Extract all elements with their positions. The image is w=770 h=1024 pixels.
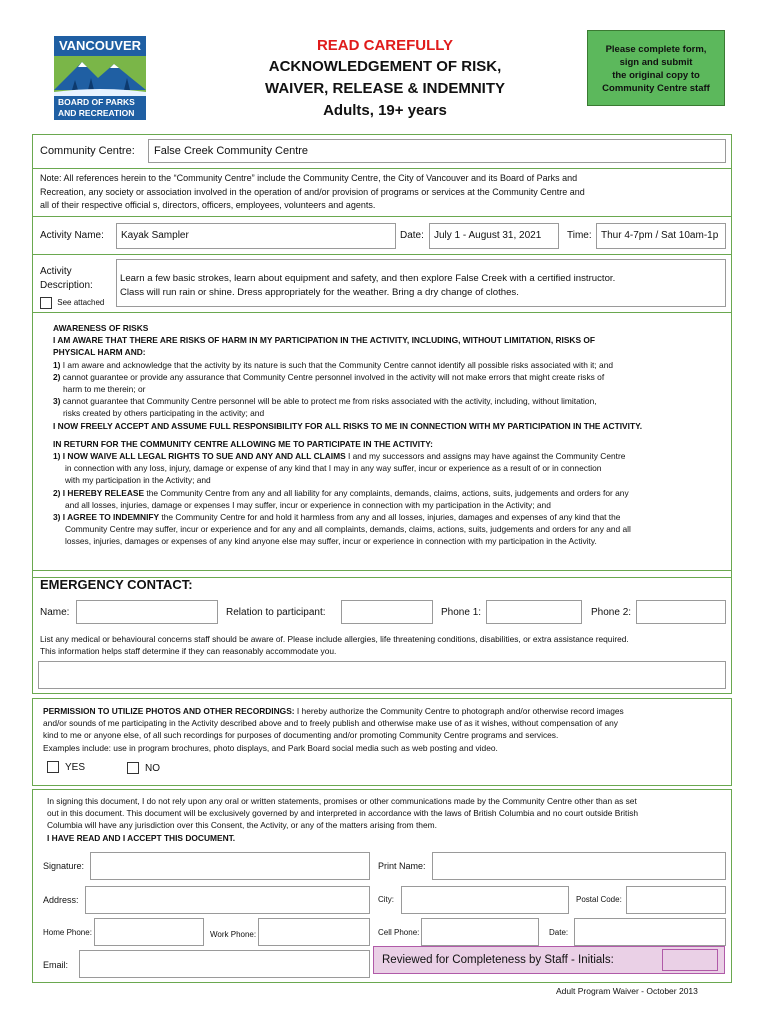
photo-permission-text: PERMISSION TO UTILIZE PHOTOS AND OTHER RECORDINGS: I hereby authorize the Community Centre to photograph and/or otherwise record images and/or sounds of me participating in the Activity described above and to freely publish and otherwise make use of as it wishes, without compensation of any kind to me or anyone else, of all such recordings for purposes of documenting and/or promoting Community Centre programs and services. Examples include: use in program brochures, photo displays, and Park Board social media such as web posting and video. — [43, 706, 624, 753]
read-carefully-title: READ CAREFULLY — [316, 37, 454, 54]
see-attached-checkbox[interactable]: See attached — [40, 297, 104, 309]
work-phone-label: Work Phone: — [210, 930, 257, 939]
print-name-field[interactable] — [432, 852, 726, 880]
medical-instructions: List any medical or behavioural concerns staff should be aware of. Please include allergies, life threatening conditions, disabilities, or extra assistance required. This information helps staff determine if they can reasonably accommodate you. — [40, 634, 629, 657]
emergency-name-field[interactable] — [76, 600, 218, 624]
signing-statement: In signing this document, I do not rely upon any oral or written statements, promises or other communications made by the Community Centre other than as set out in this document. This document will be exclusively governed by and interpreted in accordance with the laws of British Columbia and no court outside British Columbia will have any jurisdiction over this Consent, the Activity, or any of the matters arising from them. I HAVE READ AND I ACCEPT THIS DOCUMENT. — [47, 796, 639, 843]
form-title-line1: ACKNOWLEDGEMENT OF RISK, — [268, 58, 502, 75]
date-field[interactable]: July 1 - August 31, 2021 — [429, 223, 559, 249]
footer-text: Adult Program Waiver - October 2013 — [556, 986, 698, 996]
relation-field[interactable] — [341, 600, 433, 624]
vancouver-parks-logo — [44, 36, 156, 120]
cell-phone-field[interactable] — [421, 918, 539, 946]
description-field[interactable]: Learn a few basic strokes, learn about equipment and safety, and then explore False Creek with a certified instructor. Class will run rain or shine. Dress appropriately for the weather. Bring a dry change of clothes. — [116, 259, 726, 307]
emergency-heading: EMERGENCY CONTACT: — [40, 577, 193, 592]
mountain-icon — [44, 56, 156, 96]
description-label: Activity Description: — [40, 266, 93, 291]
date-sign-label: Date: — [549, 928, 569, 937]
photo-yes-checkbox[interactable]: YES — [47, 761, 85, 773]
home-phone-field[interactable] — [94, 918, 204, 946]
submit-instructions-box: Please complete form, sign and submit the original copy to Community Centre staff — [587, 30, 725, 106]
address-label: Address: — [43, 895, 79, 905]
home-phone-label: Home Phone: — [43, 928, 92, 937]
address-field[interactable] — [85, 886, 370, 914]
signature-field[interactable] — [90, 852, 370, 880]
work-phone-field[interactable] — [258, 918, 370, 946]
city-field[interactable] — [401, 886, 569, 914]
city-label: City: — [378, 895, 394, 904]
time-label: Time: — [567, 230, 592, 241]
staff-review-label: Reviewed for Completeness by Staff - Initials: — [382, 954, 614, 966]
logo-line1: BOARD OF PARKS — [58, 97, 135, 107]
date-label: Date: — [400, 230, 424, 241]
print-name-label: Print Name: — [378, 861, 426, 871]
relation-label: Relation to participant: — [226, 607, 326, 618]
staff-initials-field[interactable] — [662, 949, 718, 971]
signature-label: Signature: — [43, 861, 85, 871]
form-subtitle: Adults, 19+ years — [323, 102, 447, 119]
date-sign-field[interactable] — [574, 918, 726, 946]
medical-concerns-field[interactable] — [38, 661, 726, 689]
cell-phone-label: Cell Phone: — [378, 928, 420, 937]
phone1-label: Phone 1: — [441, 607, 482, 618]
logo-top-text: VANCOUVER — [54, 36, 146, 56]
logo-line2: AND RECREATION — [58, 108, 135, 118]
community-centre-field[interactable]: False Creek Community Centre — [148, 139, 726, 163]
time-field[interactable]: Thur 4-7pm / Sat 10am-1p — [596, 223, 726, 249]
risk-section: AWARENESS OF RISKS I AM AWARE THAT THERE ARE RISKS OF HARM IN MY PARTICIPATION IN THE ACTIVITY, INCLUDING, WITHOUT LIMITATION, RISKS OF PHYSICAL HARM AND: 1) I am aware and acknowledge that the activity by its nature is such that the Community Centre cannot identify all possible risks associated with it; and 2) cannot guarantee or provide any assurance that Community Centre personnel involved in the activity will not make errors that might create risks of harm to me therein; or 3) cannot guarantee that Community Centre personnel will be able to protect me from risks associated with the activity, including, without limitation, risks created by others participating in the activity; and I NOW FREELY ACCEPT AND ASSUME FULL RESPONSIBILITY FOR ALL RISKS TO ME IN CONNECTION WITH MY PARTICIPATION IN THE ACTIVITY. IN RETURN FOR THE COMMUNITY CENTRE ALLOWING ME TO PARTICIPATE IN THE ACTIVITY: 1) I NOW WAIVE ALL LEGAL RIGHTS TO SUE AND ANY AND ALL CLAIMS I and my successors and assigns may have against the Community Centre in connection with any loss, injury, damage or expense of any kind that I may in any way suffer, incur or experience as a result of or in connection with my participation in the Activity; and 2) I HEREBY RELEASE the Community Centre from any and all liability for any complaints, demands, claims, actions, suits, judgements and orders for any and all losses, injuries, damage or expenses I may suffer, incur or experience in connection with my participation in the Activity; and 3) I AGREE TO INDEMNIFY the Community Centre for and hold it harmless from any and all losses, injuries, damages and expenses of any kind that the Community Centre may suffer, incur or experience and for any and all complaints, demands, claims, actions, suits, judgements and orders for any and all losses, injuries, damages or expenses of any kind anyone else may suffer, incur or experience in connection with my participation in the Activity. — [53, 323, 643, 547]
email-field[interactable] — [79, 950, 370, 978]
note-text: Note: All references herein to the “Community Centre” include the Community Centre, the City of Vancouver and its Board of Parks and Recreation, any society or association involved in the operation of and/or provision of programs or services at the Community Centre and all of their respective official s, directors, officers, employees, volunteers and agents. — [40, 173, 585, 210]
email-label: Email: — [43, 960, 69, 970]
phone1-field[interactable] — [486, 600, 582, 624]
postal-code-label: Postal Code: — [576, 895, 622, 904]
staff-review-box — [373, 946, 725, 974]
form-title-line2: WAIVER, RELEASE & INDEMNITY — [264, 80, 506, 97]
phone2-field[interactable] — [636, 600, 726, 624]
emergency-name-label: Name: — [40, 607, 70, 618]
activity-name-label: Activity Name: — [40, 230, 104, 241]
activity-name-field[interactable]: Kayak Sampler — [116, 223, 396, 249]
postal-code-field[interactable] — [626, 886, 726, 914]
phone2-label: Phone 2: — [591, 607, 632, 618]
photo-no-checkbox[interactable]: NO — [127, 762, 160, 774]
community-centre-label: Community Centre: — [40, 145, 135, 157]
